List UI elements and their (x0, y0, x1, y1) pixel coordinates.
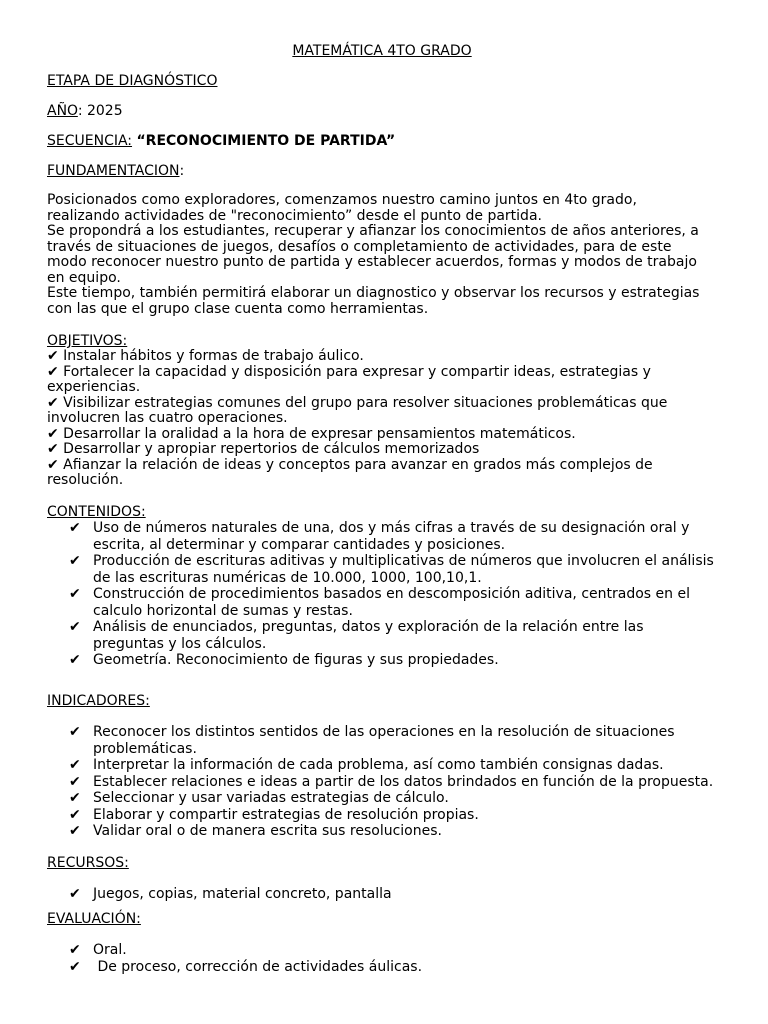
document-title: MATEMÁTICA 4TO GRADO (292, 43, 472, 59)
check-icon: ✔ (69, 790, 81, 806)
objetivo-line: ✔ Instalar hábitos y formas de trabajo áulico. (47, 348, 364, 364)
list-item (47, 774, 717, 791)
list-item (47, 807, 717, 824)
check-icon: ✔ (69, 619, 81, 635)
paragraph-line: Posicionados como exploradores, comenzamos nuestro camino juntos en 4to grado, (47, 192, 637, 208)
fundamentacion-text (47, 193, 717, 317)
secuencia-label: SECUENCIA: (47, 133, 133, 149)
indicadores-list (47, 724, 717, 840)
check-icon: ✔ (69, 757, 81, 773)
check-icon: ✔ (69, 773, 81, 790)
secuencia-value: “RECONOCIMIENTO DE PARTIDA” (136, 133, 396, 149)
contenidos-heading: CONTENIDOS: (47, 504, 146, 520)
check-icon: ✔ (69, 942, 81, 958)
list-item-text: Validar oral o de manera escrita sus resoluciones. (93, 823, 442, 839)
list-item (47, 619, 717, 652)
objetivo-line: involucren las cuatro operaciones. (47, 410, 288, 426)
paragraph-line: Este tiempo, también permitirá elaborar un diagnostico y observar los recursos y estrategias (47, 285, 700, 301)
objetivo-line: ✔ Visibilizar estrategias comunes del grupo para resolver situaciones problemáticas que (47, 394, 668, 411)
paragraph-line: Se propondrá a los estudiantes, recuperar y afianzar los conocimientos de años anteriores, a (47, 223, 699, 239)
list-item-text: Juegos, copias, material concreto, pantalla (93, 886, 392, 902)
objetivo-line: ✔ Desarrollar la oralidad a la hora de expresar pensamientos matemáticos. (47, 425, 576, 442)
fundamentacion-heading (47, 163, 184, 179)
list-item (47, 942, 717, 959)
evaluacion-heading: EVALUACIÓN: (47, 911, 141, 927)
paragraph-line: través de situaciones de juegos, desafíos o completamiento de actividades, para de este (47, 238, 672, 255)
list-item (47, 790, 717, 807)
list-item-text: Elaborar y compartir estrategias de resolución propias. (93, 806, 479, 823)
fundamentacion-colon: : (179, 163, 185, 179)
contenidos-list (47, 520, 717, 669)
indicadores-heading: INDICADORES: (47, 693, 150, 709)
list-item-text: Oral. (93, 942, 127, 958)
check-icon: ✔ (69, 724, 81, 740)
objetivo-line: resolución. (47, 472, 124, 488)
check-icon: ✔ (69, 652, 81, 668)
paragraph-line: con las que el grupo clase cuenta como herramientas. (47, 300, 429, 317)
list-item (47, 757, 717, 774)
list-item-text: De proceso, corrección de actividades áulicas. (93, 958, 423, 975)
paragraph-line: en equipo. (47, 269, 121, 286)
check-icon: ✔ (69, 806, 81, 823)
list-item (47, 553, 717, 586)
objetivo-line: ✔ Fortalecer la capacidad y disposición para expresar y compartir ideas, estrategias y (47, 363, 651, 380)
check-icon: ✔ (69, 886, 81, 902)
list-item-text: Geometría. Reconocimiento de figuras y sus propiedades. (93, 652, 499, 668)
list-item-text: Establecer relaciones e ideas a partir de los datos brindados en función de la propuesta. (93, 773, 714, 790)
list-item-text: Construcción de procedimientos basados en descomposición aditiva, centrados en el calculo horizontal de sumas y restas. (93, 586, 690, 619)
recursos-list (47, 886, 717, 903)
list-item-text: Uso de números naturales de una, dos y más cifras a través de su designación oral y escrita, al determinar y comparar cantidades y posiciones. (93, 520, 690, 553)
list-item-text: Seleccionar y usar variadas estrategias de cálculo. (93, 790, 449, 806)
check-icon: ✔ (69, 520, 81, 536)
list-item-text: Interpretar la información de cada problema, así como también consignas dadas. (93, 757, 664, 773)
list-item (47, 886, 717, 903)
list-item-text: Reconocer los distintos sentidos de las operaciones en la resolución de situaciones problemáticas. (93, 724, 675, 757)
anio-value: : 2025 (77, 103, 123, 119)
list-item (47, 586, 717, 619)
paragraph-line: realizando actividades de "reconocimiento” desde el punto de partida. (47, 207, 542, 224)
etapa-heading: ETAPA DE DIAGNÓSTICO (47, 73, 218, 89)
list-item (47, 652, 717, 669)
check-icon: ✔ (69, 958, 81, 975)
list-item-text: Producción de escrituras aditivas y multiplicativas de números que involucren el análisis de las escrituras numéricas de 10.000, 1000, 100,10,1. (93, 553, 714, 586)
objetivos-heading: OBJETIVOS: (47, 333, 128, 349)
list-item (47, 724, 717, 757)
check-icon: ✔ (69, 553, 81, 569)
objetivos-list (47, 349, 717, 489)
paragraph-line: modo reconocer nuestro punto de partida y establecer acuerdos, formas y modos de trabajo (47, 254, 697, 270)
objetivo-line: ✔ Afianzar la relación de ideas y conceptos para avanzar en grados más complejos de (47, 456, 653, 473)
secuencia-line (47, 133, 395, 149)
fundamentacion-label: FUNDAMENTACION (47, 163, 180, 179)
list-item (47, 959, 717, 976)
recursos-heading: RECURSOS: (47, 855, 129, 871)
anio-label: AÑO (47, 103, 78, 119)
objetivo-line: experiencias. (47, 379, 141, 395)
check-icon: ✔ (69, 586, 81, 602)
anio-line (47, 103, 123, 119)
list-item-text: Análisis de enunciados, preguntas, datos y exploración de la relación entre las preguntas y los cálculos. (93, 619, 644, 652)
list-item (47, 520, 717, 553)
objetivo-line: ✔ Desarrollar y apropiar repertorios de cálculos memorizados (47, 441, 480, 457)
check-icon: ✔ (69, 823, 81, 839)
list-item (47, 823, 717, 840)
evaluacion-list (47, 942, 717, 975)
